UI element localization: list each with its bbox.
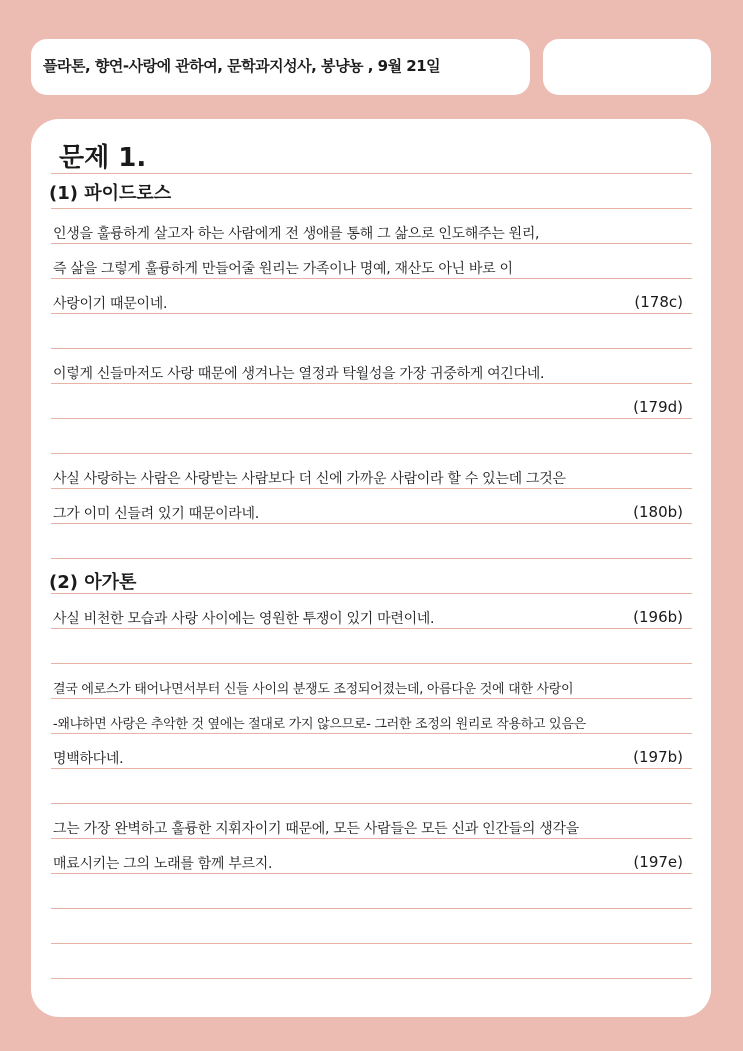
text-line: 명백하다네.	[53, 751, 124, 767]
text-line: 사랑이기 때문이네.	[53, 296, 168, 312]
header-card	[31, 39, 530, 95]
ruled-line	[51, 593, 692, 594]
section-heading: (2) 아가톤	[49, 572, 137, 593]
ruled-line	[51, 383, 692, 384]
ruled-line	[51, 838, 692, 839]
page-citation: (179d)	[633, 398, 683, 416]
ruled-line	[51, 908, 692, 909]
text-line: 이렇게 신들마저도 사랑 때문에 생겨나는 열정과 탁월성을 가장 귀중하게 여긴다네.	[53, 366, 545, 382]
ruled-line	[51, 873, 692, 874]
ruled-line	[51, 348, 692, 349]
ruled-line	[51, 978, 692, 979]
text-line: -왜냐하면 사랑은 추악한 것 옆에는 절대로 가지 않으므로- 그러한 조정의 원리로 작용하고 있음은	[53, 717, 586, 732]
notes-page	[31, 119, 711, 1017]
text-line: 사실 사랑하는 사람은 사랑받는 사람보다 더 신에 가까운 사람이라 할 수 있는데 그것은	[53, 471, 566, 487]
ruled-line	[51, 943, 692, 944]
text-line: 즉 삶을 그렇게 훌륭하게 만들어줄 원리는 가족이나 명예, 재산도 아닌 바로 이	[53, 261, 513, 277]
text-line: 매료시키는 그의 노래를 함께 부르지.	[53, 856, 273, 872]
ruled-line	[51, 558, 692, 559]
ruled-line	[51, 418, 692, 419]
page-citation: (178c)	[634, 293, 683, 311]
text-line: 사실 비천한 모습과 사랑 사이에는 영원한 투쟁이 있기 마련이네.	[53, 611, 435, 627]
ruled-line	[51, 313, 692, 314]
ruled-line	[51, 488, 692, 489]
page-citation: (197b)	[633, 748, 683, 766]
page-citation: (196b)	[633, 608, 683, 626]
text-line: 그는 가장 완벽하고 훌륭한 지휘자이기 때문에, 모든 사람들은 모든 신과 인간들의 생각을	[53, 821, 579, 837]
page-citation: (197e)	[633, 853, 683, 871]
problem-title: 문제 1.	[59, 143, 147, 173]
section-heading: (1) 파이드로스	[49, 183, 172, 204]
text-line: 결국 에로스가 태어나면서부터 신들 사이의 분쟁도 조정되어졌는데, 아름다운 것에 대한 사랑이	[53, 682, 574, 697]
ruled-line	[51, 243, 692, 244]
ruled-line	[51, 453, 692, 454]
page-citation: (180b)	[633, 503, 683, 521]
text-line: 그가 이미 신들려 있기 때문이라네.	[53, 506, 259, 522]
ruled-line	[51, 698, 692, 699]
ruled-line	[51, 628, 692, 629]
ruled-line	[51, 803, 692, 804]
ruled-line	[51, 173, 692, 174]
ruled-line	[51, 768, 692, 769]
ruled-line	[51, 208, 692, 209]
text-line: 인생을 훌륭하게 살고자 하는 사람에게 전 생애를 통해 그 삶으로 인도해주는 원리,	[53, 226, 540, 242]
ruled-line	[51, 663, 692, 664]
document-header: 플라톤, 향연-사랑에 관하여, 문학과지성사, 봉냥뇽 , 9월 21일	[43, 57, 441, 75]
ruled-line	[51, 278, 692, 279]
ruled-line	[51, 733, 692, 734]
ruled-line	[51, 523, 692, 524]
side-card	[543, 39, 711, 95]
